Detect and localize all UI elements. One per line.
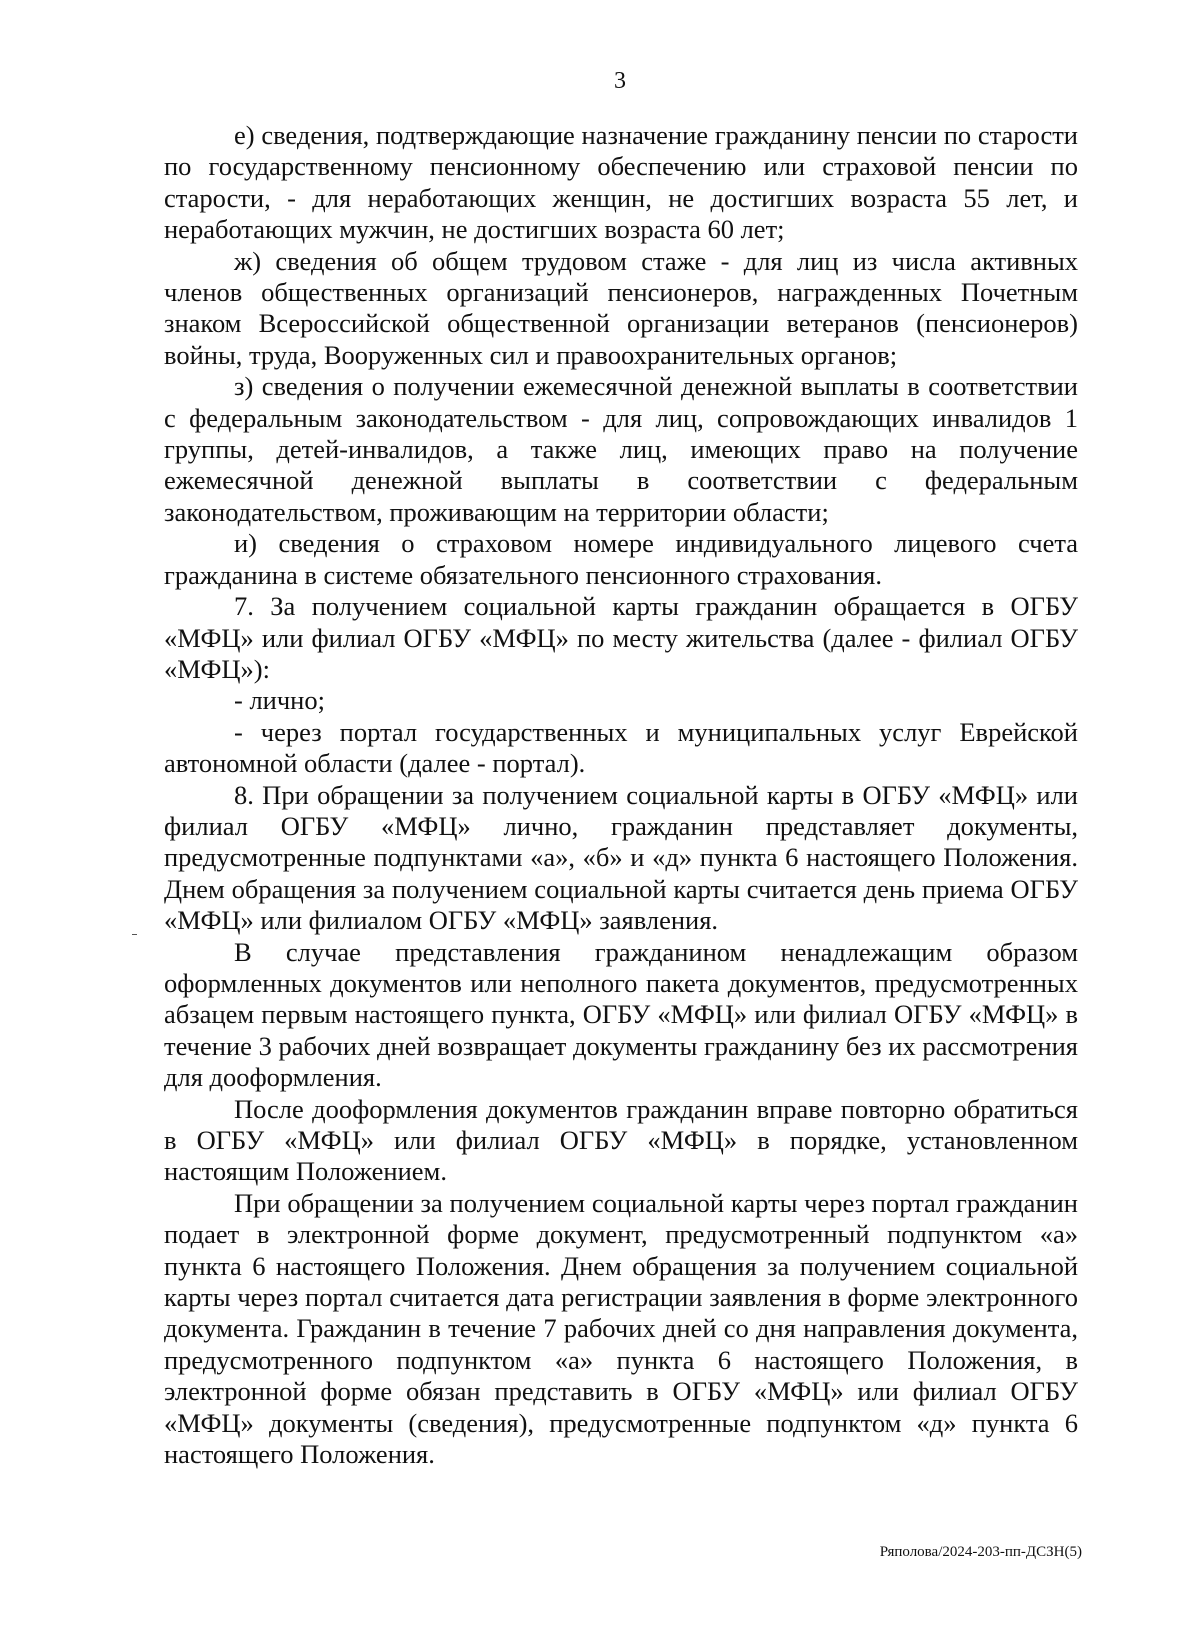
paragraph-improper-documents: В случае представления гражданином ненадлежащим образом оформленных документов или неполного пакета документов, предусмотренных абзацем первым настоящего пункта, ОГБУ «МФЦ» или филиал ОГБУ «МФЦ» в течение 3 рабочих дней возвращает документы гражданину без их рассмотрения для дооформления. [164,936,1078,1093]
footer-document-code: Ряполова/2024-203-пп-ДСЗН(5) [879,1544,1082,1560]
paragraph-subitem-z: з) сведения о получении ежемесячной денежной выплаты в соответствии с федеральным законодательством - для лиц, сопровождающих инвалидов 1 группы, детей-инвалидов, а также лиц, имеющих право на получение ежемесячной денежной выплаты в соответствии с федеральным законодательством, проживающим на территории области; [164,371,1078,527]
paragraph-item-8: 8. При обращении за получением социальной карты в ОГБУ «МФЦ» или филиал ОГБУ «МФЦ» лично, гражданин представляет документы, предусмотренные подпунктами «а», «б» и «д» пункта 6 настоящего Положения. Днем обращения за получением социальной карты считается день приема ОГБУ «МФЦ» или филиалом ОГБУ «МФЦ» заявления. [164,779,1078,936]
margin-mark [132,934,137,935]
paragraph-subitem-e: е) сведения, подтверждающие назначение гражданину пенсии по старости по государственному пенсионному обеспечению или страховой пенсии по старости, - для неработающих женщин, не достигших возраста 55 лет, и неработающих мужчин, не достигших возраста 60 лет; [164,120,1078,245]
paragraph-via-portal: - через портал государственных и муниципальных услуг Еврейской автономной области (далее - портал). [164,716,1078,779]
paragraph-subitem-i: и) сведения о страховом номере индивидуального лицевого счета гражданина в системе обязательного пенсионного страхования. [164,528,1078,590]
paragraph-after-completion: После дооформления документов гражданин вправе повторно обратиться в ОГБУ «МФЦ» или филиал ОГБУ «МФЦ» в порядке, установленном настоящим Положением. [164,1093,1078,1187]
paragraph-portal-application: При обращении за получением социальной карты через портал гражданин подает в электронной форме документ, предусмотренный подпунктом «а» пункта 6 настоящего Положения. Днем обращения за получением социальной карты через портал считается дата регистрации заявления в форме электронного документа. Гражданин в течение 7 рабочих дней со дня направления документа, предусмотренного подпунктом «а» пункта 6 настоящего Положения, в электронной форме обязан представить в ОГБУ «МФЦ» или филиал ОГБУ «МФЦ» документы (сведения), предусмотренные подпунктом «д» пункта 6 настоящего Положения. [164,1187,1078,1470]
document-body [164,120,1078,1470]
paragraph-in-person: - лично; [234,685,325,716]
paragraph-item-7: 7. За получением социальной карты гражданин обращается в ОГБУ «МФЦ» или филиал ОГБУ «МФЦ» по месту жительства (далее - филиал ОГБУ «МФЦ»): [164,591,1078,684]
paragraph-subitem-zh: ж) сведения об общем трудовом стаже - для лиц из числа активных членов общественных организаций пенсионеров, награжденных Почетным знаком Всероссийской общественной организации ветеранов (пенсионеров) войны, труда, Вооруженных сил и правоохранительных органов; [164,245,1078,370]
page-number: 3 [614,68,626,94]
